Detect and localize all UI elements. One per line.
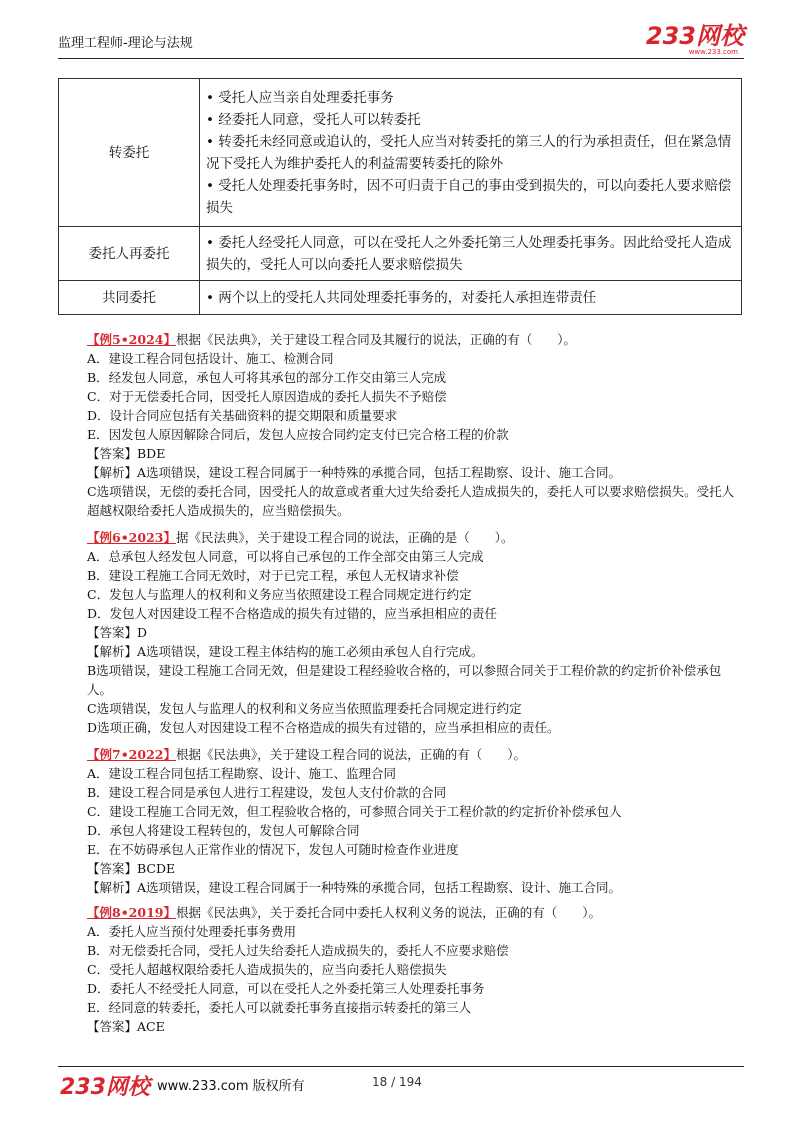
analysis: C选项错误，无偿的委托合同，因受托人的故意或者重大过失给委托人造成损失的，委托人可以要求赔偿损失。受托人超越权限给委托人造成损失的，应当赔偿损失。	[87, 484, 735, 518]
option: A．建设工程合同包括工程勘察、设计、施工、监理合同	[87, 766, 397, 781]
analysis: 【解析】A选项错误，建设工程合同属于一种特殊的承揽合同，包括工程勘察、设计、施工合同。	[87, 880, 622, 895]
row-content	[200, 79, 742, 227]
option: D．承包人将建设工程转包的，发包人可解除合同	[87, 823, 360, 838]
brand-logo-url: www.233.com	[688, 48, 738, 56]
list-item: • 委托人经受托人同意，可以在受托人之外委托第三人处理委托事务。因此给受托人造成损失的，受托人可以向委托人要求赔偿损失	[206, 232, 735, 276]
row-content	[200, 227, 742, 281]
table-row	[59, 79, 742, 227]
footer-logo: 233网校	[60, 1075, 150, 1100]
row-content	[200, 281, 742, 315]
answer: 【答案】D	[87, 625, 148, 640]
analysis: D选项正确，发包人对因建设工程不合格造成的损失有过错的，应当承担相应的责任。	[87, 720, 560, 735]
list-item: • 受托人处理委托事务时，因不可归责于自己的事由受到损失的，可以向委托人要求赔偿损失	[206, 175, 735, 219]
answer: 【答案】BDE	[87, 446, 166, 461]
question-stem: 据《民法典》，关于建设工程合同的说法，正确的是（ ）。	[175, 530, 514, 545]
option: E．经同意的转委托，委托人可以就委托事务直接指示转委托的第三人	[87, 1000, 472, 1015]
option: E．因发包人原因解除合同后，发包人应按合同约定支付已完合格工程的价款	[87, 427, 509, 442]
analysis: C选项错误，发包人与监理人的权利和义务应当依照监理委托合同规定进行约定	[87, 701, 522, 716]
question-block	[87, 528, 737, 737]
option: E．在不妨碍承包人正常作业的情况下，发包人可随时检查作业进度	[87, 842, 459, 857]
option: A．建设工程合同包括设计、施工、检测合同	[87, 351, 334, 366]
question-stem: 根据《民法典》，关于委托合同中委托人权利义务的说法，正确的有（ ）。	[175, 905, 601, 920]
question-stem: 根据《民法典》，关于建设工程合同的说法，正确的有（ ）。	[175, 747, 526, 762]
table-row	[59, 227, 742, 281]
row-name: 转委托	[59, 79, 200, 227]
table-row	[59, 281, 742, 315]
option: C．受托人超越权限给委托人造成损失的，应当向委托人赔偿损失	[87, 962, 447, 977]
question-tag: 【例5•2024】	[87, 332, 176, 347]
question-block	[87, 330, 737, 520]
question-block	[87, 903, 601, 1036]
option: C．建设工程施工合同无效，但工程验收合格的，可参照合同关于工程价款的约定折价补偿承包人	[87, 804, 622, 819]
footer-copyright: www.233.com 版权所有	[157, 1079, 305, 1094]
option: C．发包人与监理人的权利和义务应当依照建设工程合同规定进行约定	[87, 587, 472, 602]
question-tag: 【例6•2023】	[87, 530, 176, 545]
list-item: • 转委托未经同意或追认的，受托人应当对转委托的第三人的行为承担责任，但在紧急情况下受托人为维护委托人的利益需要转委托的除外	[206, 131, 735, 175]
analysis: B选项错误，建设工程施工合同无效，但是建设工程经验收合格的，可以参照合同关于工程价款的约定折价补偿承包人。	[87, 663, 722, 697]
option: B．建设工程合同是承包人进行工程建设，发包人支付价款的合同	[87, 785, 447, 800]
option: B．经发包人同意，承包人可将其承包的部分工作交由第三人完成	[87, 370, 447, 385]
header-title: 监理工程师-理论与法规	[58, 36, 193, 51]
brand-logo: 233网校	[645, 22, 744, 50]
option: D．设计合同应包括有关基础资料的提交期限和质量要求	[87, 408, 398, 423]
analysis: 【解析】A选项错误，建设工程合同属于一种特殊的承揽合同，包括工程勘察、设计、施工合同。	[87, 465, 622, 480]
option: D．发包人对因建设工程不合格造成的损失有过错的，应当承担相应的责任	[87, 606, 498, 621]
list-item: • 经委托人同意，受托人可以转委托	[206, 109, 735, 131]
option: D．委托人不经受托人同意，可以在受托人之外委托第三人处理委托事务	[87, 981, 485, 996]
question-tag: 【例8•2019】	[87, 905, 176, 920]
page-number: 18 / 194	[372, 1075, 422, 1089]
answer: 【答案】ACE	[87, 1019, 165, 1034]
entrustment-table	[58, 78, 742, 315]
option: A．委托人应当预付处理委托事务费用	[87, 924, 297, 939]
list-item: • 两个以上的受托人共同处理委托事务的，对委托人承担连带责任	[206, 287, 735, 309]
option: B．对无偿委托合同，受托人过失给委托人造成损失的，委托人不应要求赔偿	[87, 943, 509, 958]
row-name: 委托人再委托	[59, 227, 200, 281]
option: B．建设工程施工合同无效时，对于已完工程，承包人无权请求补偿	[87, 568, 459, 583]
footer-divider	[58, 1066, 744, 1067]
list-item: • 受托人应当亲自处理委托事务	[206, 87, 735, 109]
answer: 【答案】BCDE	[87, 861, 176, 876]
question-tag: 【例7•2022】	[87, 747, 176, 762]
option: A．总承包人经发包人同意，可以将自己承包的工作全部交由第三人完成	[87, 549, 484, 564]
option: C．对于无偿委托合同，因受托人原因造成的委托人损失不予赔偿	[87, 389, 447, 404]
question-stem: 根据《民法典》，关于建设工程合同及其履行的说法，正确的有（ ）。	[175, 332, 576, 347]
header-divider	[58, 58, 744, 59]
question-block	[87, 745, 622, 897]
analysis: 【解析】A选项错误，建设工程主体结构的施工必须由承包人自行完成。	[87, 644, 484, 659]
page-header	[58, 24, 744, 54]
row-name: 共同委托	[59, 281, 200, 315]
